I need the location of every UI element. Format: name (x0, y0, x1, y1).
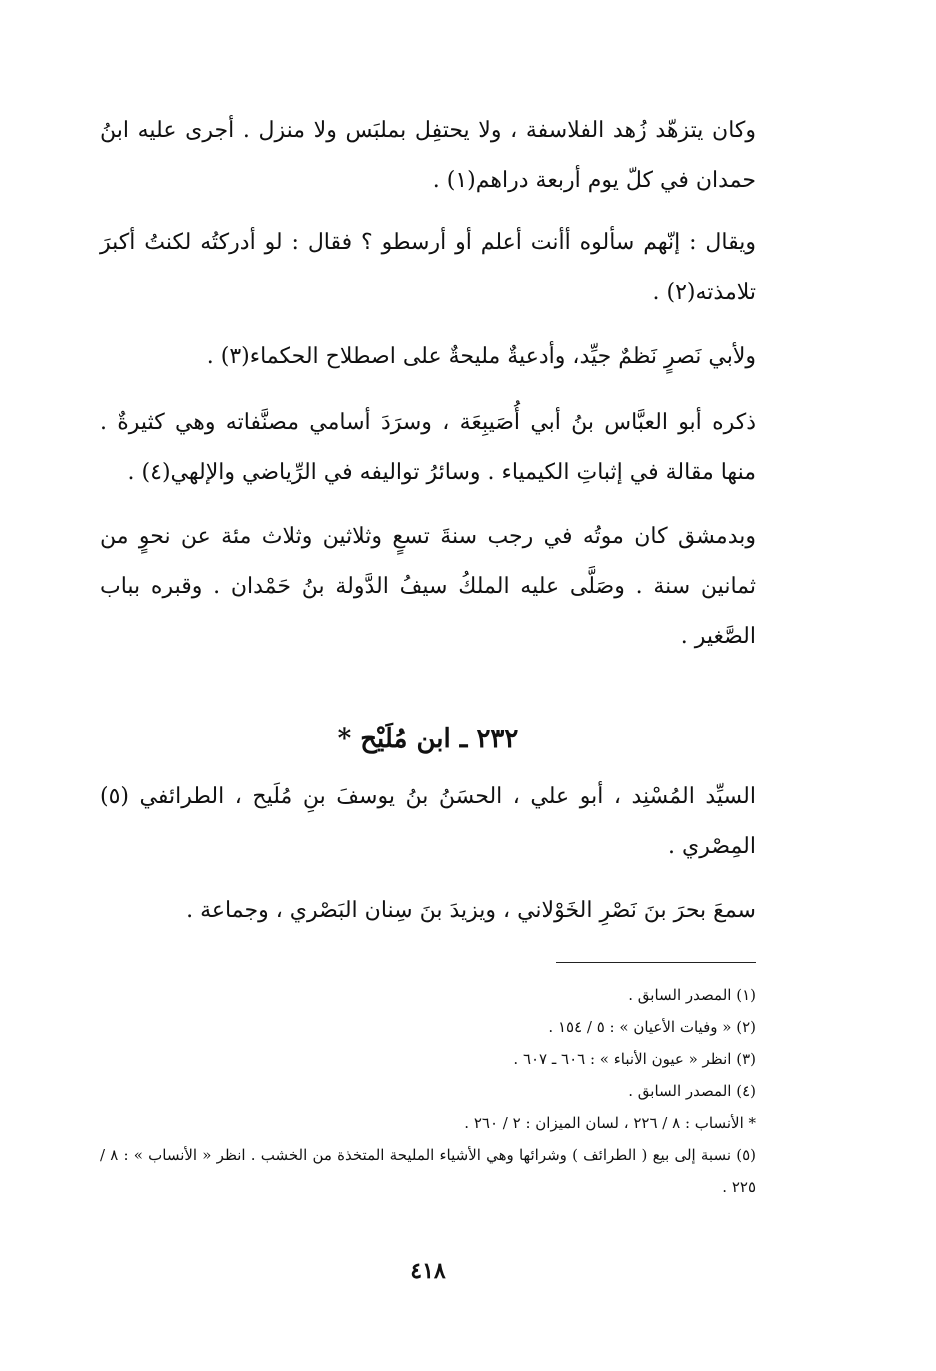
paragraph-4: ذكره أبو العبَّاس بنُ أبي أُصَيبِعَة ، وسرَدَ أسامي مصنَّفاته وهي كثيرةٌ . منها مقالة في إثباتِ الكيمياء . وسائرُ تواليفه في الرِّياضي والإلهي(٤) . (100, 410, 756, 485)
footnote-3: (٣) انظر « عيون الأنباء » : ٦٠٦ ـ ٦٠٧ . (513, 1050, 756, 1068)
entry-paragraph-2: سمعَ بحرَ بنَ نَصْرِ الخَوْلاني ، ويزيدَ بنَ سِنان البَصْري ، وجماعة . (186, 898, 756, 923)
footnote-1: (١) المصدر السابق . (628, 986, 756, 1004)
footnote-4: (٤) المصدر السابق . (628, 1082, 756, 1100)
paragraph-3: ولأبي نَصرٍ نَظمٌ جيِّد، وأدعيةٌ مليحةٌ على اصطلاح الحكماء(٣) . (206, 344, 756, 369)
book-page (100, 100, 756, 1320)
footnotes-list (100, 979, 756, 1203)
entry-paragraph-1: السيِّد المُسْنِد ، أبو علي ، الحسَنُ بنُ يوسفَ بنِ مُلَيح ، الطرائفي (٥) المِصْري . (100, 784, 756, 859)
footnote-5: (٥) نسبة إلى بيع ( الطرائف ) وشرائها وهي الأشياء المليحة المتخذة من الخشب . انظر « الأنساب » : ٨ / ٢٢٥ . (100, 1146, 756, 1196)
footnote-2: (٢) « وفيات الأعيان » : ٥ / ١٥٤ . (548, 1018, 756, 1036)
paragraph-2: ويقال : إنّهم سألوه أأنت أعلم أو أرسطو ؟ فقال : لو أدركتُه لكنتُ أكبرَ تلامذته(٢) . (100, 230, 756, 305)
paragraph-5: وبدمشق كان موتُه في رجب سنةَ تسعٍ وثلاثين وثلاث مئة عن نحوٍ من ثمانين سنة . وصَلَّى عليه الملكُ سيفُ الدَّولة بنُ حَمْدان . وقبره بباب الصَّغير . (100, 524, 756, 649)
page-number: ٤١٨ (410, 1258, 446, 1284)
paragraph-1: وكان يتزهّد زُهد الفلاسفة ، ولا يحتفِل بملبَس ولا منزل . أجرى عليه ابنُ حمدان في كلّ يوم أربعة دراهم(١) . (100, 118, 757, 193)
footnote-star: * الأنساب : ٨ / ٢٢٦ ، لسان الميزان : ٢ / ٢٦٠ . (464, 1114, 756, 1132)
footnote-divider (556, 962, 756, 963)
entry-heading: ٢٣٢ ـ ابن مُلَيْح * (337, 724, 519, 754)
